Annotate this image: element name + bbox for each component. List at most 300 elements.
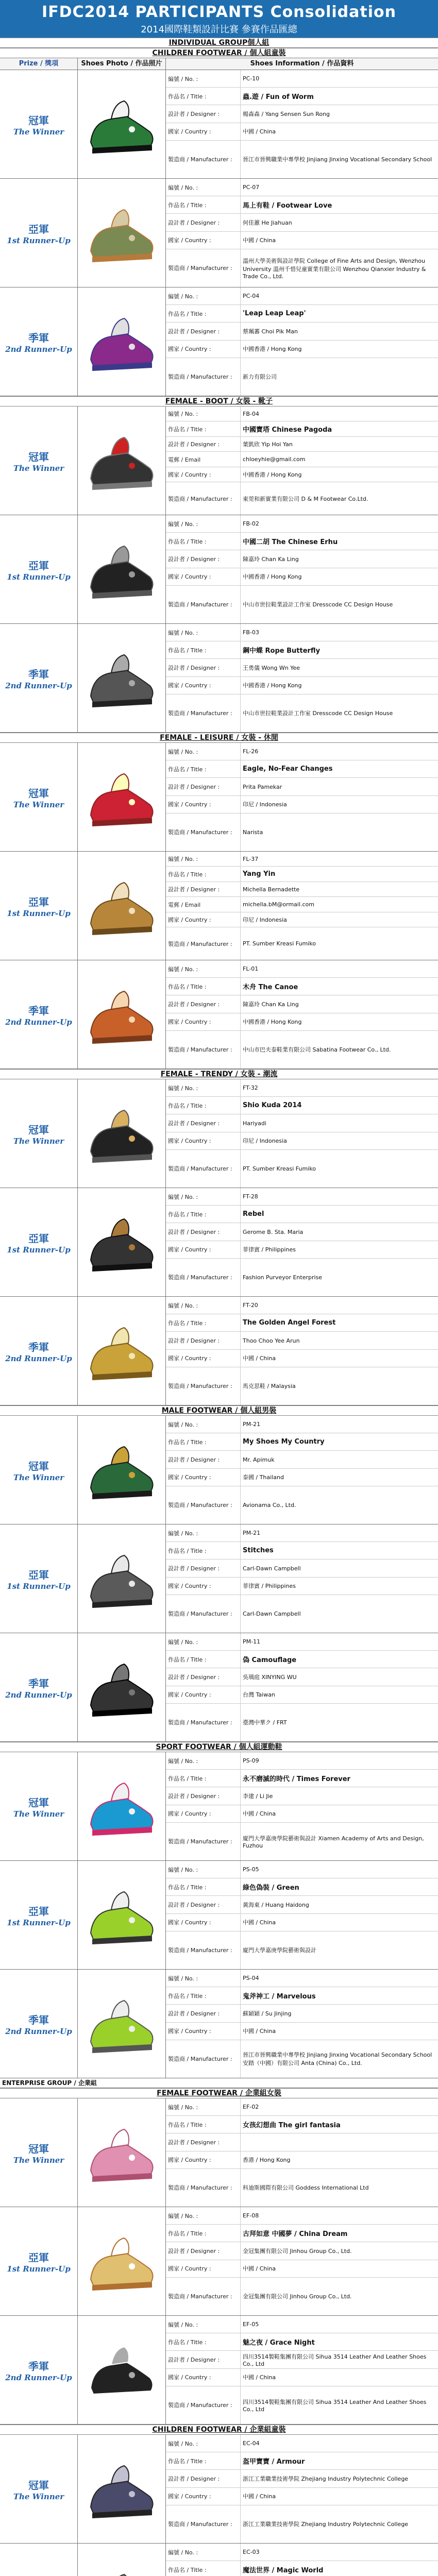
info-row-no bbox=[166, 624, 438, 641]
entry bbox=[0, 2544, 438, 2576]
prize-zh: 冠軍 bbox=[28, 787, 49, 800]
value-country: 泰國 / Thailand bbox=[240, 1469, 438, 1486]
value-no: FB-04 bbox=[240, 406, 438, 421]
shoe-photo bbox=[83, 417, 160, 504]
prize-zh: 亞軍 bbox=[28, 1905, 49, 1918]
value-manufacturer: 中山市世拉鞋業設計工作室 Dresscode CC Design House bbox=[240, 694, 438, 732]
label-designer: 設計者 / Designer : bbox=[168, 328, 220, 335]
label-country: 國家 / Country : bbox=[168, 801, 211, 808]
prize-zh: 季軍 bbox=[28, 1004, 49, 1017]
entry bbox=[0, 179, 438, 287]
label-designer: 設計者 / Designer : bbox=[168, 665, 220, 672]
photo-cell bbox=[78, 1861, 166, 1969]
shoe-photo bbox=[83, 1980, 160, 2067]
value-manufacturer: PT. Sumber Kreasi Fumiko bbox=[240, 1150, 438, 1188]
info-row-title bbox=[166, 2333, 438, 2351]
label-country: 國家 / Country : bbox=[168, 573, 211, 581]
value-manufacturer: 中山市世拉鞋業設計工作室 Dresscode CC Design House bbox=[240, 586, 438, 623]
prize-en: 2nd Runner-Up bbox=[5, 681, 72, 690]
label-title: 作品名 / Title : bbox=[168, 201, 207, 209]
info-row-title bbox=[166, 1770, 438, 1787]
info-row-title bbox=[166, 533, 438, 550]
label-no: 編號 / No. : bbox=[168, 1084, 198, 1092]
value-designer: Gerome B. Sta. Maria bbox=[240, 1223, 438, 1240]
info-row-manufacturer bbox=[166, 1823, 438, 1860]
info-row-no bbox=[166, 1079, 438, 1097]
value-country: 香港 / Hong Kong bbox=[240, 2151, 438, 2168]
value-title: Rebel bbox=[240, 1206, 438, 1223]
value-designer: Prita Pamekar bbox=[240, 778, 438, 795]
prize-cell bbox=[0, 2544, 78, 2576]
value-no: PC-10 bbox=[240, 70, 438, 87]
info-row-manufacturer bbox=[166, 141, 438, 178]
label-country: 國家 / Country : bbox=[168, 917, 211, 924]
shoe-photo bbox=[83, 2217, 160, 2305]
label-manufacturer: 製造商 / Manufacturer : bbox=[168, 2521, 232, 2528]
label-designer: 設計者 / Designer : bbox=[168, 2010, 220, 2018]
info-row-designer bbox=[166, 2351, 438, 2368]
label-no: 編號 / No. : bbox=[168, 856, 198, 863]
value-country: 中國 / China bbox=[240, 2260, 438, 2277]
label-title: 作品名 / Title : bbox=[168, 1102, 207, 1109]
prize-en: The Winner bbox=[13, 800, 64, 809]
info-row-title bbox=[166, 1314, 438, 1332]
shoe-photo bbox=[83, 2554, 160, 2576]
prize-zh: 冠軍 bbox=[28, 2142, 49, 2155]
info-row-no bbox=[166, 1970, 438, 1987]
label-country: 國家 / Country : bbox=[168, 2493, 211, 2500]
value-no: FT-32 bbox=[240, 1079, 438, 1096]
prize-en: The Winner bbox=[13, 1136, 64, 1146]
info-row-country bbox=[166, 677, 438, 694]
label-manufacturer: 製造商 / Manufacturer : bbox=[168, 1274, 232, 1281]
prize-en: The Winner bbox=[13, 127, 64, 137]
prize-zh: 季軍 bbox=[28, 1677, 49, 1690]
photo-cell bbox=[78, 1416, 166, 1524]
info-cell bbox=[166, 743, 438, 851]
info-row-designer bbox=[166, 659, 438, 676]
label-manufacturer: 製造商 / Manufacturer : bbox=[168, 2056, 232, 2063]
label-no: 編號 / No. : bbox=[168, 75, 198, 82]
info-row-title bbox=[166, 1878, 438, 1896]
shoe-photo bbox=[83, 526, 160, 613]
info-row-title bbox=[166, 2561, 438, 2576]
value-manufacturer: Narista bbox=[240, 814, 438, 851]
label-designer: 設計者 / Designer : bbox=[168, 784, 220, 791]
label-country: 國家 / Country : bbox=[168, 128, 211, 135]
info-row-manufacturer bbox=[166, 2278, 438, 2315]
value-designer: Mr. Apimuk bbox=[240, 1451, 438, 1468]
info-row-designer bbox=[166, 1560, 438, 1577]
value-designer: 何佳蕙 He Jiahuan bbox=[240, 214, 438, 231]
info-row-title bbox=[166, 1433, 438, 1451]
info-cell bbox=[166, 406, 438, 515]
value-country: 台灣 Taiwan bbox=[240, 1686, 438, 1703]
prize-zh: 冠軍 bbox=[28, 114, 49, 127]
info-row-designer bbox=[166, 1114, 438, 1132]
label-no: 編號 / No. : bbox=[168, 1421, 198, 1428]
entry bbox=[0, 2316, 438, 2425]
label-country: 國家 / Country : bbox=[168, 2374, 211, 2381]
value-no: PC-04 bbox=[240, 287, 438, 304]
label-manufacturer: 製造商 / Manufacturer : bbox=[168, 710, 232, 717]
shoe-photo bbox=[83, 2326, 160, 2414]
info-row-country bbox=[166, 467, 438, 482]
label-no: 編號 / No. : bbox=[168, 1975, 198, 1982]
label-manufacturer: 製造商 / Manufacturer : bbox=[168, 1838, 232, 1845]
entry bbox=[0, 1524, 438, 1633]
shoe-photo bbox=[83, 1535, 160, 1622]
info-cell bbox=[166, 1079, 438, 1188]
info-row-title bbox=[166, 2452, 438, 2470]
value-designer bbox=[240, 2133, 438, 2150]
info-row-manufacturer bbox=[166, 1150, 438, 1188]
section-heading: FEMALE - LEISURE / 女裝 - 休閒 bbox=[0, 733, 438, 743]
label-title: 作品名 / Title : bbox=[168, 766, 207, 773]
label-designer: 設計者 / Designer : bbox=[168, 1456, 220, 1464]
info-row-title bbox=[166, 760, 438, 778]
photo-cell bbox=[78, 2098, 166, 2207]
value-manufacturer: Fashion Purveyor Enterprise bbox=[240, 1259, 438, 1296]
value-title: 女孩幻想曲 The girl fantasia bbox=[240, 2116, 438, 2133]
info-row-designer bbox=[166, 1332, 438, 1349]
label-designer: 設計者 / Designer : bbox=[168, 2248, 220, 2255]
info-row-designer bbox=[166, 1451, 438, 1468]
value-no: PM-21 bbox=[240, 1416, 438, 1433]
value-country: 中國 / China bbox=[240, 2023, 438, 2040]
info-row-no bbox=[166, 1524, 438, 1542]
photo-cell bbox=[78, 1633, 166, 1741]
info-row-no bbox=[166, 2098, 438, 2116]
value-designer: 浙江工業職業技術學院 Zhejiang Industry Polytechnic College bbox=[240, 2470, 438, 2487]
info-row-designer bbox=[166, 323, 438, 340]
value-title: 盔甲寶寶 / Armour bbox=[240, 2452, 438, 2469]
value-title: 永不磨滅的時代 / Times Forever bbox=[240, 1770, 438, 1787]
info-row-title bbox=[166, 978, 438, 995]
value-designer: Michella Bernadette bbox=[240, 882, 438, 896]
info-row-no bbox=[166, 2207, 438, 2225]
prize-zh: 亞軍 bbox=[28, 895, 49, 908]
info-row-designer bbox=[166, 105, 438, 123]
photo-cell bbox=[78, 624, 166, 732]
shoe-photo bbox=[83, 1090, 160, 1177]
info-row-designer bbox=[166, 1896, 438, 1913]
info-row-designer bbox=[166, 778, 438, 795]
value-designer: 陳嘉玲 Chan Ka Ling bbox=[240, 550, 438, 567]
value-no: FT-20 bbox=[240, 1297, 438, 1314]
value-manufacturer: 浙江工業職業技術學院 Zhejiang Industry Polytechnic College bbox=[240, 2505, 438, 2543]
photo-cell bbox=[78, 2207, 166, 2315]
shoe-photo bbox=[83, 2109, 160, 2196]
photo-cell bbox=[78, 1188, 166, 1296]
label-country: 國家 / Country : bbox=[168, 2028, 211, 2035]
value-country: 菲律賓 / Philippines bbox=[240, 1578, 438, 1595]
prize-cell bbox=[0, 179, 78, 287]
info-row-country bbox=[166, 2023, 438, 2040]
info-cell bbox=[166, 70, 438, 178]
shoe-photo bbox=[83, 1307, 160, 1395]
label-title: 作品名 / Title : bbox=[168, 1438, 207, 1446]
prize-zh: 冠軍 bbox=[28, 1123, 49, 1136]
photo-cell bbox=[78, 406, 166, 515]
label-no: 編號 / No. : bbox=[168, 1530, 198, 1537]
value-no: FB-02 bbox=[240, 515, 438, 532]
value-designer: 李建 / Li Jie bbox=[240, 1787, 438, 1804]
info-row-no bbox=[166, 1416, 438, 1433]
info-row-country bbox=[166, 1469, 438, 1486]
photo-cell bbox=[78, 1752, 166, 1860]
value-designer: Thoo Choo Yee Arun bbox=[240, 1332, 438, 1349]
info-row-email bbox=[166, 452, 438, 467]
shoe-photo bbox=[83, 1762, 160, 1850]
prize-cell bbox=[0, 624, 78, 732]
prize-cell bbox=[0, 2098, 78, 2207]
value-no: EF-02 bbox=[240, 2098, 438, 2115]
info-row-manufacturer bbox=[166, 1031, 438, 1069]
entry bbox=[0, 743, 438, 852]
value-title: Shio Kuda 2014 bbox=[240, 1097, 438, 1114]
prize-zh: 季軍 bbox=[28, 2013, 49, 2026]
label-title: 作品名 / Title : bbox=[168, 647, 207, 654]
section-heading: CHILDREN FOOTWEAR / 企業組童裝 bbox=[0, 2425, 438, 2435]
info-row-manufacturer bbox=[166, 1486, 438, 1524]
info-cell bbox=[166, 2098, 438, 2207]
photo-cell bbox=[78, 515, 166, 623]
label-country: 國家 / Country : bbox=[168, 1019, 211, 1026]
prize-en: 2nd Runner-Up bbox=[5, 1353, 72, 1363]
value-manufacturer: 中山市巴夫泰鞋業有限公司 Sabatina Footwear Co., Ltd. bbox=[240, 1031, 438, 1069]
info-row-no bbox=[166, 1861, 438, 1878]
info-row-manufacturer bbox=[166, 814, 438, 851]
label-no: 編號 / No. : bbox=[168, 2549, 198, 2556]
value-country: 中國 / China bbox=[240, 2369, 438, 2386]
prize-zh: 季軍 bbox=[28, 1341, 49, 1353]
label-title: 作品名 / Title : bbox=[168, 1211, 207, 1218]
value-title: 偽 Camouflage bbox=[240, 1651, 438, 1668]
prize-zh: 季軍 bbox=[28, 668, 49, 681]
prize-cell bbox=[0, 1079, 78, 1188]
value-manufacturer: PT. Sumber Kreasi Fumiko bbox=[240, 927, 438, 960]
info-cell bbox=[166, 287, 438, 396]
prize-cell bbox=[0, 70, 78, 178]
prize-en: 2nd Runner-Up bbox=[5, 2372, 72, 2382]
label-title: 作品名 / Title : bbox=[168, 1319, 207, 1327]
prize-en: 1st Runner-Up bbox=[7, 1918, 71, 1927]
info-row-no bbox=[166, 1188, 438, 1206]
info-row-title bbox=[166, 1097, 438, 1114]
info-row-no bbox=[166, 1752, 438, 1770]
info-row-designer bbox=[166, 2005, 438, 2022]
entry bbox=[0, 2207, 438, 2316]
value-designer: 王勇儀 Wong Wn Yee bbox=[240, 659, 438, 676]
value-no: FB-03 bbox=[240, 624, 438, 641]
prize-cell bbox=[0, 1861, 78, 1969]
info-row-country bbox=[166, 1241, 438, 1259]
label-manufacturer: 製造商 / Manufacturer : bbox=[168, 1046, 232, 1054]
label-manufacturer: 製造商 / Manufacturer : bbox=[168, 265, 232, 272]
label-designer: 設計者 / Designer : bbox=[168, 1565, 220, 1572]
value-no: FL-01 bbox=[240, 960, 438, 977]
value-title: 木舟 The Canoe bbox=[240, 978, 438, 995]
label-country: 國家 / Country : bbox=[168, 1474, 211, 1481]
info-row-designer bbox=[166, 2470, 438, 2487]
info-row-country bbox=[166, 1578, 438, 1595]
entry bbox=[0, 960, 438, 1069]
label-title: 作品名 / Title : bbox=[168, 1775, 207, 1782]
info-row-designer bbox=[166, 995, 438, 1013]
info-cell bbox=[166, 852, 438, 960]
info-row-country bbox=[166, 2369, 438, 2386]
value-country: 印尼 / Indonesia bbox=[240, 796, 438, 813]
label-no: 編號 / No. : bbox=[168, 520, 198, 528]
photo-cell bbox=[78, 179, 166, 287]
label-no: 編號 / No. : bbox=[168, 748, 198, 755]
shoe-photo bbox=[83, 971, 160, 1058]
value-no: FL-26 bbox=[240, 743, 438, 760]
entry bbox=[0, 1861, 438, 1970]
label-designer: 設計者 / Designer : bbox=[168, 1001, 220, 1008]
info-row-country bbox=[166, 341, 438, 358]
label-manufacturer: 製造商 / Manufacturer : bbox=[168, 940, 232, 947]
shoe-photo bbox=[83, 1643, 160, 1731]
prize-zh: 亞軍 bbox=[28, 1568, 49, 1581]
label-designer: 設計者 / Designer : bbox=[168, 1229, 220, 1236]
value-title: 鬼斧神工 / Marvelous bbox=[240, 1987, 438, 2004]
value-country: 印尼 / Indonesia bbox=[240, 1132, 438, 1149]
label-designer: 設計者 / Designer : bbox=[168, 1674, 220, 1681]
info-row-no bbox=[166, 2544, 438, 2561]
value-manufacturer: 東莞和新實業有限公司 D & M Footwear Co.Ltd. bbox=[240, 482, 438, 515]
photo-cell bbox=[78, 1297, 166, 1405]
prize-en: The Winner bbox=[13, 1472, 64, 1482]
value-title: Yang Yin bbox=[240, 867, 438, 881]
value-manufacturer: 新力有限公司 bbox=[240, 358, 438, 396]
value-country: 中國 / China bbox=[240, 1350, 438, 1367]
value-title: The Golden Angel Forest bbox=[240, 1314, 438, 1331]
value-title: 馬上有鞋 / Footwear Love bbox=[240, 196, 438, 213]
label-title: 作品名 / Title : bbox=[168, 983, 207, 990]
label-title: 作品名 / Title : bbox=[168, 2458, 207, 2465]
entry bbox=[0, 1633, 438, 1742]
info-row-country bbox=[166, 2151, 438, 2169]
value-manufacturer: 馬克思鞋 / Malaysia bbox=[240, 1367, 438, 1405]
shoe-photo bbox=[83, 1198, 160, 1286]
value-manufacturer: 廈門大學嘉庚學院藝術與設計 bbox=[240, 1931, 438, 1969]
info-cell bbox=[166, 1861, 438, 1969]
photo-cell bbox=[78, 1079, 166, 1188]
info-cell bbox=[166, 1416, 438, 1524]
shoe-photo bbox=[83, 2445, 160, 2533]
value-title: 'Leap Leap Leap' bbox=[240, 305, 438, 322]
label-manufacturer: 製造商 / Manufacturer : bbox=[168, 1611, 232, 1618]
info-cell bbox=[166, 2207, 438, 2315]
shoe-photo bbox=[83, 753, 160, 841]
value-manufacturer: 廈門大學嘉庚學院藝術與設計 Xiamen Academy of Arts and Design, Fuzhou bbox=[240, 1823, 438, 1860]
label-country: 國家 / Country : bbox=[168, 1138, 211, 1145]
label-title: 作品名 / Title : bbox=[168, 2566, 207, 2573]
info-row-title bbox=[166, 641, 438, 659]
value-designer: 葉凱欣 Yip Hoi Yan bbox=[240, 437, 438, 451]
info-row-title bbox=[166, 88, 438, 105]
value-title: 鋼中蝶 Rope Butterfly bbox=[240, 641, 438, 658]
prize-zh: 亞軍 bbox=[28, 1232, 49, 1245]
section-heading: FEMALE - BOOT / 女裝 - 靴子 bbox=[0, 396, 438, 406]
photo-cell bbox=[78, 852, 166, 960]
info-row-country bbox=[166, 2488, 438, 2505]
value-designer: Hariyadi bbox=[240, 1114, 438, 1131]
label-no: 編號 / No. : bbox=[168, 1193, 198, 1200]
page-subtitle: 2014國際鞋類設計比賽 參賽作品匯總 bbox=[141, 24, 297, 35]
value-designer: 陳嘉玲 Chan Ka Ling bbox=[240, 995, 438, 1012]
value-designer: 蘇穎穎 / Su Jinjing bbox=[240, 2005, 438, 2022]
info-row-country bbox=[166, 123, 438, 141]
prize-cell bbox=[0, 1188, 78, 1296]
prize-zh: 季軍 bbox=[28, 331, 49, 344]
value-no: FT-28 bbox=[240, 1188, 438, 1205]
prize-cell bbox=[0, 743, 78, 851]
info-row-country bbox=[166, 796, 438, 814]
section-heading: FEMALE FOOTWEAR / 企業組女裝 bbox=[0, 2088, 438, 2098]
value-no: PS-05 bbox=[240, 1861, 438, 1878]
label-no: 編號 / No. : bbox=[168, 184, 198, 191]
prize-en: 1st Runner-Up bbox=[7, 2264, 71, 2274]
value-country: 中國香港 / Hong Kong bbox=[240, 568, 438, 585]
info-row-manufacturer bbox=[166, 2040, 438, 2078]
info-row-country bbox=[166, 912, 438, 927]
info-row-manufacturer bbox=[166, 1704, 438, 1741]
prize-en: 2nd Runner-Up bbox=[5, 344, 72, 354]
info-row-designer bbox=[166, 2133, 438, 2151]
page-title: IFDC2014 PARTICIPANTS Consolidation bbox=[42, 3, 396, 21]
prize-en: 1st Runner-Up bbox=[7, 1581, 71, 1591]
info-row-manufacturer bbox=[166, 2169, 438, 2207]
info-row-designer bbox=[166, 214, 438, 231]
value-no: EF-08 bbox=[240, 2207, 438, 2224]
label-title: 作品名 / Title : bbox=[168, 310, 207, 317]
value-no: PS-04 bbox=[240, 1970, 438, 1987]
value-manufacturer: 科迪斯國際有限公司 Goddess International Ltd bbox=[240, 2169, 438, 2207]
info-cell bbox=[166, 1297, 438, 1405]
prize-zh: 季軍 bbox=[28, 2360, 49, 2372]
label-designer: 設計者 / Designer : bbox=[168, 1902, 220, 1909]
value-title: 綠色偽裝 / Green bbox=[240, 1878, 438, 1895]
label-no: 編號 / No. : bbox=[168, 2321, 198, 2328]
label-no: 編號 / No. : bbox=[168, 1757, 198, 1765]
label-title: 作品名 / Title : bbox=[168, 1992, 207, 1999]
col-photo: Shoes Photo / 作品照片 bbox=[78, 58, 166, 70]
value-designer: 吳瑀庭 XINYING WU bbox=[240, 1668, 438, 1685]
value-email: chloeyhie@gmail.com bbox=[240, 452, 438, 466]
info-row-title bbox=[166, 305, 438, 323]
label-manufacturer: 製造商 / Manufacturer : bbox=[168, 2402, 232, 2409]
value-no: FL-37 bbox=[240, 852, 438, 866]
label-country: 國家 / Country : bbox=[168, 2265, 211, 2273]
label-manufacturer: 製造商 / Manufacturer : bbox=[168, 1947, 232, 1954]
label-title: 作品名 / Title : bbox=[168, 2338, 207, 2346]
value-designer: 楊森森 / Yang Sensen Sun Rong bbox=[240, 105, 438, 122]
info-row-title bbox=[166, 1651, 438, 1668]
value-title: 古拜如意 中國夢 / China Dream bbox=[240, 2225, 438, 2242]
label-title: 作品名 / Title : bbox=[168, 538, 207, 545]
prize-en: 2nd Runner-Up bbox=[5, 2026, 72, 2036]
value-manufacturer: 四川3514製鞋集團有限公司 Sihua 3514 Leather And Leather Shoes Co., Ltd bbox=[240, 2386, 438, 2424]
label-manufacturer: 製造商 / Manufacturer : bbox=[168, 2293, 232, 2300]
value-title: My Shoes My Country bbox=[240, 1433, 438, 1450]
value-manufacturer: 晉江市晉興職業中專學校 Jinjiang Jinxing Vocational Secondary School bbox=[240, 141, 438, 178]
label-designer: 設計者 / Designer : bbox=[168, 219, 220, 227]
section-heading: SPORT FOOTWEAR / 個人組運動鞋 bbox=[0, 1742, 438, 1752]
prize-en: 2nd Runner-Up bbox=[5, 1690, 72, 1700]
